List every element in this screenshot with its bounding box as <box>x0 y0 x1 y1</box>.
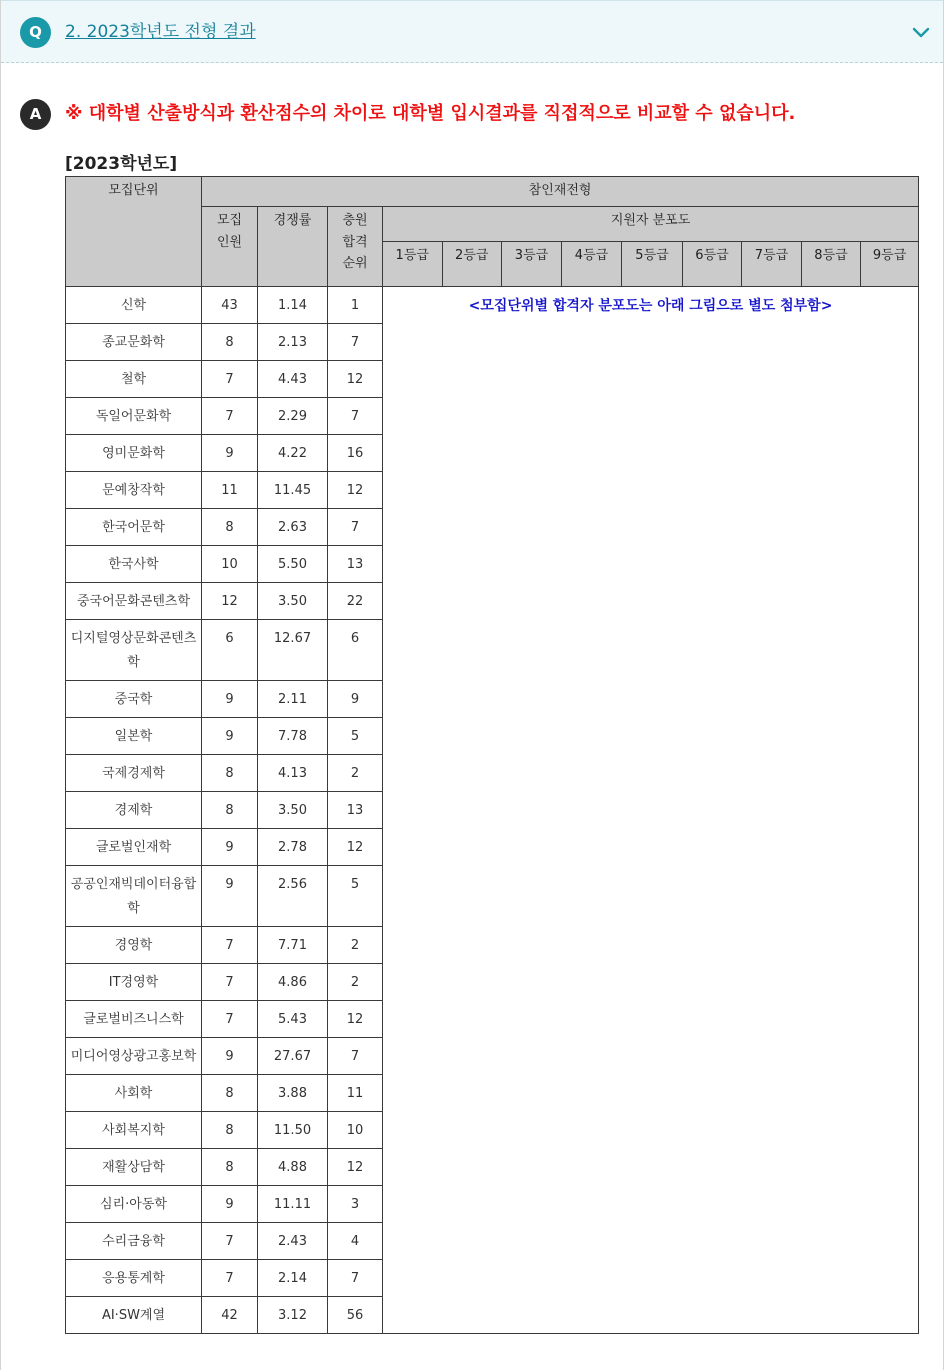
fill-rank-cell: 7 <box>328 398 383 435</box>
quota-cell: 7 <box>202 964 258 1001</box>
unit-name-cell: 신학 <box>66 287 202 324</box>
unit-name-cell: 한국사학 <box>66 546 202 583</box>
unit-name-cell: 종교문화학 <box>66 324 202 361</box>
header-fill-rank-line: 합격 <box>342 234 368 250</box>
unit-name-cell: AI·SW계열 <box>66 1297 202 1334</box>
unit-name-cell: 응용통계학 <box>66 1260 202 1297</box>
competition-rate-cell: 2.14 <box>258 1260 328 1297</box>
fill-rank-cell: 12 <box>328 1001 383 1038</box>
competition-rate-cell: 3.50 <box>258 583 328 620</box>
competition-rate-cell: 11.11 <box>258 1186 328 1223</box>
fill-rank-cell: 22 <box>328 583 383 620</box>
quota-cell: 9 <box>202 866 258 927</box>
header-fill-rank-line: 순위 <box>342 256 368 271</box>
unit-name-cell: 사회학 <box>66 1075 202 1112</box>
unit-name-cell: 중국어문화콘텐츠학 <box>66 583 202 620</box>
fill-rank-cell: 12 <box>328 1149 383 1186</box>
fill-rank-cell: 2 <box>328 964 383 1001</box>
unit-name-cell: 공공인재빅데이터융합학 <box>66 866 202 927</box>
header-competition-rate: 경쟁률 <box>258 207 328 287</box>
chevron-down-icon-graphic <box>911 26 931 40</box>
chevron-down-icon[interactable] <box>911 25 931 39</box>
competition-rate-cell: 4.43 <box>258 361 328 398</box>
competition-rate-cell: 11.45 <box>258 472 328 509</box>
unit-name-cell: 수리금융학 <box>66 1223 202 1260</box>
competition-rate-cell: 12.67 <box>258 620 328 681</box>
fill-rank-cell: 12 <box>328 829 383 866</box>
question-header[interactable] <box>1 0 943 63</box>
header-quota-line: 인원 <box>216 234 243 250</box>
question-title-link[interactable]: 2. 2023학년도 전형 결과 <box>65 22 256 42</box>
unit-name-cell: 일본학 <box>66 718 202 755</box>
competition-rate-cell: 11.50 <box>258 1112 328 1149</box>
quota-cell: 12 <box>202 583 258 620</box>
competition-rate-cell: 7.78 <box>258 718 328 755</box>
competition-rate-cell: 4.88 <box>258 1149 328 1186</box>
header-quota <box>202 207 258 287</box>
fill-rank-cell: 13 <box>328 792 383 829</box>
quota-cell: 42 <box>202 1297 258 1334</box>
fill-rank-cell: 13 <box>328 546 383 583</box>
fill-rank-cell: 16 <box>328 435 383 472</box>
quota-cell: 10 <box>202 546 258 583</box>
fill-rank-cell: 5 <box>328 866 383 927</box>
quota-cell: 9 <box>202 829 258 866</box>
quota-cell: 43 <box>202 287 258 324</box>
fill-rank-cell: 7 <box>328 509 383 546</box>
unit-name-cell: 경영학 <box>66 927 202 964</box>
header-unit: 모집단위 <box>66 177 202 287</box>
unit-name-cell: IT경영학 <box>66 964 202 1001</box>
table-row <box>66 287 919 324</box>
quota-cell: 9 <box>202 1186 258 1223</box>
distribution-note: <모집단위별 합격자 분포도는 아래 그림으로 별도 첨부함> <box>468 298 833 314</box>
fill-rank-cell: 56 <box>328 1297 383 1334</box>
quota-cell: 7 <box>202 927 258 964</box>
competition-rate-cell: 5.50 <box>258 546 328 583</box>
competition-rate-cell: 2.78 <box>258 829 328 866</box>
unit-name-cell: 글로벌인재학 <box>66 829 202 866</box>
quota-cell: 7 <box>202 1223 258 1260</box>
results-table <box>65 176 919 1334</box>
results-body <box>66 287 919 1334</box>
grade-header-4: 4등급 <box>562 242 622 287</box>
grade-header-2: 2등급 <box>442 242 502 287</box>
unit-name-cell: 국제경제학 <box>66 755 202 792</box>
competition-rate-cell: 2.56 <box>258 866 328 927</box>
fill-rank-cell: 6 <box>328 620 383 681</box>
quota-cell: 9 <box>202 681 258 718</box>
grade-header-3: 3등급 <box>502 242 562 287</box>
unit-name-cell: 심리·아동학 <box>66 1186 202 1223</box>
header-fill-rank <box>328 207 383 287</box>
grade-header-8: 8등급 <box>802 242 861 287</box>
unit-name-cell: 디지털영상문화콘텐츠학 <box>66 620 202 681</box>
competition-rate-cell: 2.11 <box>258 681 328 718</box>
quota-cell: 7 <box>202 361 258 398</box>
competition-rate-cell: 2.43 <box>258 1223 328 1260</box>
quota-cell: 11 <box>202 472 258 509</box>
unit-name-cell: 독일어문화학 <box>66 398 202 435</box>
quota-cell: 8 <box>202 509 258 546</box>
quota-cell: 9 <box>202 718 258 755</box>
quota-cell: 8 <box>202 1075 258 1112</box>
header-admission-type: 참인재전형 <box>202 177 919 207</box>
unit-name-cell: 재활상담학 <box>66 1149 202 1186</box>
quota-cell: 6 <box>202 620 258 681</box>
distribution-note-cell <box>383 287 919 1334</box>
quota-cell: 8 <box>202 755 258 792</box>
answer-badge: A <box>20 99 51 130</box>
quota-cell: 8 <box>202 1149 258 1186</box>
fill-rank-cell: 10 <box>328 1112 383 1149</box>
unit-name-cell: 경제학 <box>66 792 202 829</box>
grade-header-7: 7등급 <box>742 242 802 287</box>
quota-cell: 7 <box>202 398 258 435</box>
competition-rate-cell: 5.43 <box>258 1001 328 1038</box>
unit-name-cell: 문예창작학 <box>66 472 202 509</box>
header-fill-rank-line: 충원 <box>342 213 368 228</box>
fill-rank-cell: 7 <box>328 1260 383 1297</box>
quota-cell: 7 <box>202 1001 258 1038</box>
question-badge: Q <box>20 17 51 48</box>
unit-name-cell: 글로벌비즈니스학 <box>66 1001 202 1038</box>
header-distribution: 지원자 분포도 <box>383 207 919 242</box>
competition-rate-cell: 2.29 <box>258 398 328 435</box>
fill-rank-cell: 12 <box>328 472 383 509</box>
header-quota-line: 모집 <box>216 213 243 228</box>
fill-rank-cell: 9 <box>328 681 383 718</box>
header-row-1 <box>66 177 919 207</box>
unit-name-cell: 중국학 <box>66 681 202 718</box>
fill-rank-cell: 11 <box>328 1075 383 1112</box>
fill-rank-cell: 5 <box>328 718 383 755</box>
quota-cell: 7 <box>202 1260 258 1297</box>
unit-name-cell: 사회복지학 <box>66 1112 202 1149</box>
competition-rate-cell: 2.13 <box>258 324 328 361</box>
quota-cell: 8 <box>202 1112 258 1149</box>
quota-cell: 9 <box>202 1038 258 1075</box>
competition-rate-cell: 3.50 <box>258 792 328 829</box>
fill-rank-cell: 7 <box>328 324 383 361</box>
competition-rate-cell: 3.12 <box>258 1297 328 1334</box>
grade-header-9: 9등급 <box>861 242 919 287</box>
unit-name-cell: 미디어영상광고홍보학 <box>66 1038 202 1075</box>
competition-rate-cell: 2.63 <box>258 509 328 546</box>
results-head <box>66 177 919 287</box>
quota-cell: 9 <box>202 435 258 472</box>
fill-rank-cell: 2 <box>328 927 383 964</box>
grade-header-1: 1등급 <box>383 242 443 287</box>
fill-rank-cell: 12 <box>328 361 383 398</box>
quota-cell: 8 <box>202 792 258 829</box>
unit-name-cell: 영미문화학 <box>66 435 202 472</box>
section-title: [2023학년도] <box>65 154 178 174</box>
fill-rank-cell: 7 <box>328 1038 383 1075</box>
unit-name-cell: 한국어문학 <box>66 509 202 546</box>
competition-rate-cell: 4.13 <box>258 755 328 792</box>
fill-rank-cell: 3 <box>328 1186 383 1223</box>
grade-header-5: 5등급 <box>622 242 683 287</box>
fill-rank-cell: 4 <box>328 1223 383 1260</box>
competition-rate-cell: 3.88 <box>258 1075 328 1112</box>
competition-rate-cell: 1.14 <box>258 287 328 324</box>
competition-rate-cell: 7.71 <box>258 927 328 964</box>
competition-rate-cell: 4.22 <box>258 435 328 472</box>
comparison-notice: ※ 대학별 산출방식과 환산점수의 차이로 대학별 입시결과를 직접적으로 비교할 수 없습니다. <box>65 103 796 124</box>
quota-cell: 8 <box>202 324 258 361</box>
grade-header-6: 6등급 <box>683 242 742 287</box>
fill-rank-cell: 2 <box>328 755 383 792</box>
competition-rate-cell: 4.86 <box>258 964 328 1001</box>
fill-rank-cell: 1 <box>328 287 383 324</box>
unit-name-cell: 철학 <box>66 361 202 398</box>
competition-rate-cell: 27.67 <box>258 1038 328 1075</box>
